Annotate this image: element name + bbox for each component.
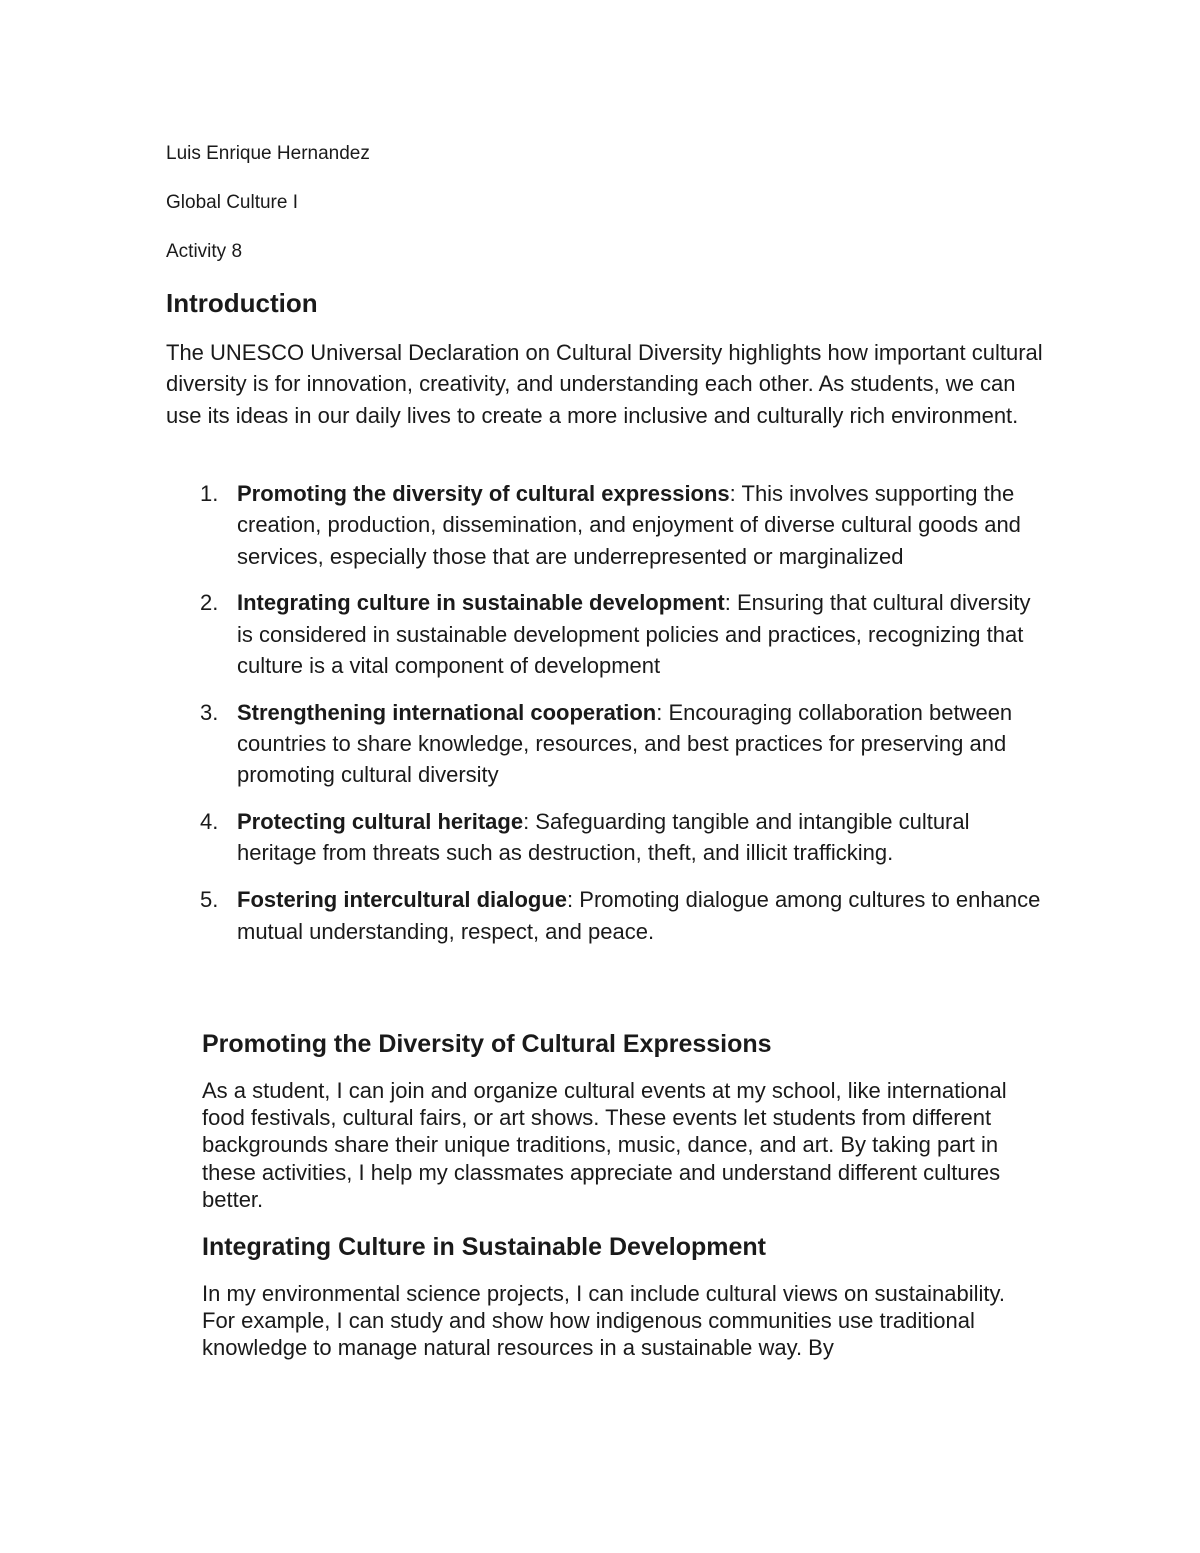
list-item — [166, 478, 1046, 572]
list-item-title: Protecting cultural heritage — [237, 809, 524, 835]
list-item-text: : This involves supporting the creation, production, dissemination, and enjoyment of diverse cultural goods and services, especially those that are underrepresented or marginalized — [237, 481, 1021, 569]
section-heading: Integrating Culture in Sustainable Development — [202, 1233, 766, 1261]
list-item-number: 4. — [200, 809, 219, 835]
list-item — [166, 806, 1046, 869]
list-item-title: Promoting the diversity of cultural expressions — [237, 481, 730, 506]
list-item-number: 1. — [200, 481, 219, 506]
list-item — [166, 697, 1046, 791]
section-paragraph: In my environmental science projects, I can include cultural views on sustainability. For example, I can study and show how indigenous communities use traditional knowledge to manage natural resources in a sustainable way. By — [202, 1281, 1005, 1361]
activity-label: Activity 8 — [166, 241, 243, 262]
list-item-number: 3. — [200, 699, 219, 725]
list-item-text: : Encouraging collaboration between countries to share knowledge, resources, and best practices for preserving and promoting cultural diversity — [237, 699, 1013, 788]
course-name: Global Culture I — [166, 192, 299, 213]
list-item-text: : Promoting dialogue among cultures to enhance mutual understanding, respect, and peace. — [237, 887, 1041, 944]
section-heading: Promoting the Diversity of Cultural Expressions — [202, 1030, 772, 1058]
introduction-heading: Introduction — [166, 288, 318, 318]
list-item-title: Integrating culture in sustainable development — [237, 590, 725, 616]
list-item-title: Fostering intercultural dialogue — [237, 887, 568, 913]
pillar-list — [166, 478, 1046, 962]
list-item — [166, 587, 1046, 681]
list-item-title: Strengthening international cooperation — [237, 699, 657, 725]
introduction-paragraph: The UNESCO Universal Declaration on Cultural Diversity highlights how important cultural diversity is for innovation, creativity, and understanding each other. As students, we can use its ideas in our daily lives to create a more inclusive and culturally rich environment. — [166, 340, 1043, 428]
list-item-text: : Ensuring that cultural diversity is considered in sustainable development policies and practices, recognizing that culture is a vital component of development — [237, 590, 1031, 678]
list-item — [166, 884, 1046, 947]
list-item-text: : Safeguarding tangible and intangible cultural heritage from threats such as destruction, theft, and illicit trafficking. — [237, 809, 970, 866]
list-item-number: 2. — [200, 590, 219, 616]
author-name: Luis Enrique Hernandez — [166, 143, 370, 164]
list-item-number: 5. — [200, 887, 219, 913]
section-paragraph: As a student, I can join and organize cultural events at my school, like international food festivals, cultural fairs, or art shows. These events let students from different backgrounds share their unique traditions, music, dance, and art. By taking part in these activities, I help my classmates appreciate and understand different cultures better. — [202, 1078, 1007, 1212]
